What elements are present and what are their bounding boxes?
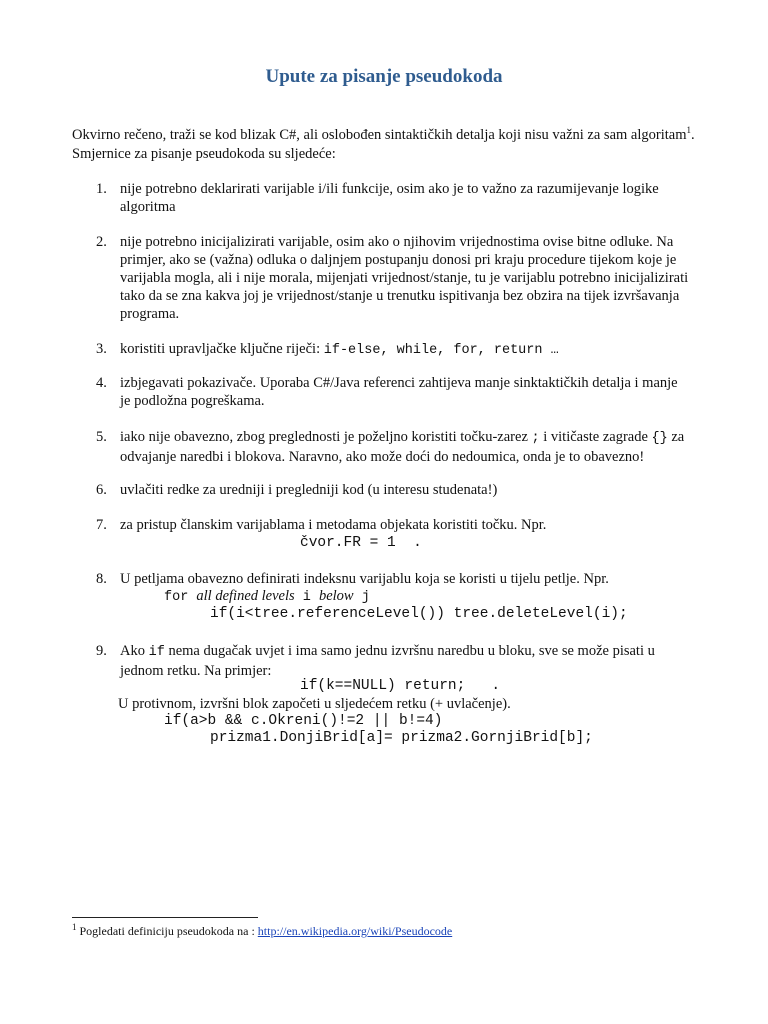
list-item-text: izbjegavati pokazivače. Uporaba C#/Java referenci zahtijeva manje sinktaktičkih detalja i manje je podložna pogreškama. <box>120 375 678 409</box>
code-example-condition: if(a>b && c.Okreni()!=2 || b!=4) <box>164 713 443 729</box>
list-item-text: uvlačiti redke za uredniji i pregledniji kod (u interesu studenata!) <box>120 482 498 498</box>
code-example-if: if(i<tree.referenceLevel()) tree.deleteLevel(i); <box>210 606 628 622</box>
list-item-number: 3. <box>96 341 107 357</box>
list-item-content <box>120 428 690 466</box>
code-braces: {} <box>651 431 668 446</box>
footnote-reference[interactable]: 1 <box>686 125 691 136</box>
list-item-text: za pristup članskim varijablama i metodama objekata koristiti točku. Npr. <box>120 517 547 533</box>
list-item-number: 7. <box>96 517 107 533</box>
list-item-text: U petljama obavezno definirati indeksnu varijablu koja se koristi u tijelu petlje. Npr. <box>120 571 609 587</box>
list-item-text: iako nije obavezno, zbog preglednosti je poželjno koristiti točku-zarez <box>120 429 532 445</box>
code-token: all defined levels <box>196 588 295 604</box>
page-title: Upute za pisanje pseudokoda <box>265 66 503 87</box>
code-token: i <box>294 590 319 605</box>
footnote <box>72 924 452 939</box>
code-example-oneline: if(k==NULL) return; . <box>300 678 501 694</box>
list-item-number: 8. <box>96 571 107 587</box>
list-item-text: koristiti upravljačke ključne riječi: <box>120 341 324 357</box>
list-item-text: U protivnom, izvršni blok započeti u sljedećem retku (+ uvlačenje). <box>118 696 511 712</box>
list-item-number: 2. <box>96 234 107 250</box>
list-item-content <box>120 340 690 360</box>
intro-line-1: Okvirno rečeno, traži se kod blizak C#, ali oslobođen sintaktičkih detalja koji nisu važni za sam algoritam <box>72 127 687 143</box>
list-item-text: nema dugačak uvjet i ima samo jednu izvršnu naredbu u bloku, sve se može pisati u jednom retku. Na primjer: <box>120 643 655 679</box>
list-item-number: 1. <box>96 181 107 197</box>
code-example: čvor.FR = 1 . <box>300 535 422 551</box>
code-token: for <box>164 590 197 605</box>
code-keywords: if-else, while, for, return … <box>323 343 559 358</box>
list-item-number: 9. <box>96 643 107 659</box>
code-token: below <box>318 588 354 604</box>
list-item-text: za odvajanje naredbi i blokova. Naravno, ako može doći do nedoumica, onda je to obavezno! <box>120 429 685 465</box>
list-item-number: 5. <box>96 429 107 445</box>
code-example-for <box>164 588 370 605</box>
list-item-text: nije potrebno deklarirati varijable i/ili funkcije, osim ako je to važno za razumijevanje logike algoritma <box>120 181 659 215</box>
list-item-text: Ako <box>120 643 149 659</box>
code-semicolon: ; <box>531 431 540 446</box>
code-example-body: prizma1.DonjiBrid[a]= prizma2.GornjiBrid[b]; <box>210 730 593 746</box>
code-token: j <box>353 590 370 605</box>
list-item-number: 6. <box>96 482 107 498</box>
intro-paragraph <box>72 126 702 164</box>
list-item-text: i vitičaste zagrade <box>539 429 652 445</box>
footnote-mark: 1 <box>72 922 77 932</box>
list-item-content <box>120 642 690 680</box>
list-item-text: nije potrebno inicijalizirati varijable, osim ako o njihovim vrijednostima ovise bitne odluke. Na primjer, ako se (važna) odluka o daljnjem postupanju donosi pri kraju procedure tijekom koje je varijabla mogla, ali i nije morala, mijenjati vrijednost/stanje, tu je varijablu potrebno inicijalizirati tako da se zna kakva joj je vrijednost/stanje u trenutku ispitivanja bez obzira na tijek izvršavanja programa. <box>120 234 689 322</box>
footnote-text: Pogledati definiciju pseudokoda na : <box>76 924 258 938</box>
footnote-divider <box>72 917 258 918</box>
intro-line-1-end: . <box>690 127 695 143</box>
footnote-link[interactable]: http://en.wikipedia.org/wiki/Pseudocode <box>257 924 453 938</box>
list-item-number: 4. <box>96 375 107 391</box>
code-keyword: if <box>148 645 165 660</box>
intro-line-2: Smjernice za pisanje pseudokoda su sljedeće: <box>72 146 336 162</box>
